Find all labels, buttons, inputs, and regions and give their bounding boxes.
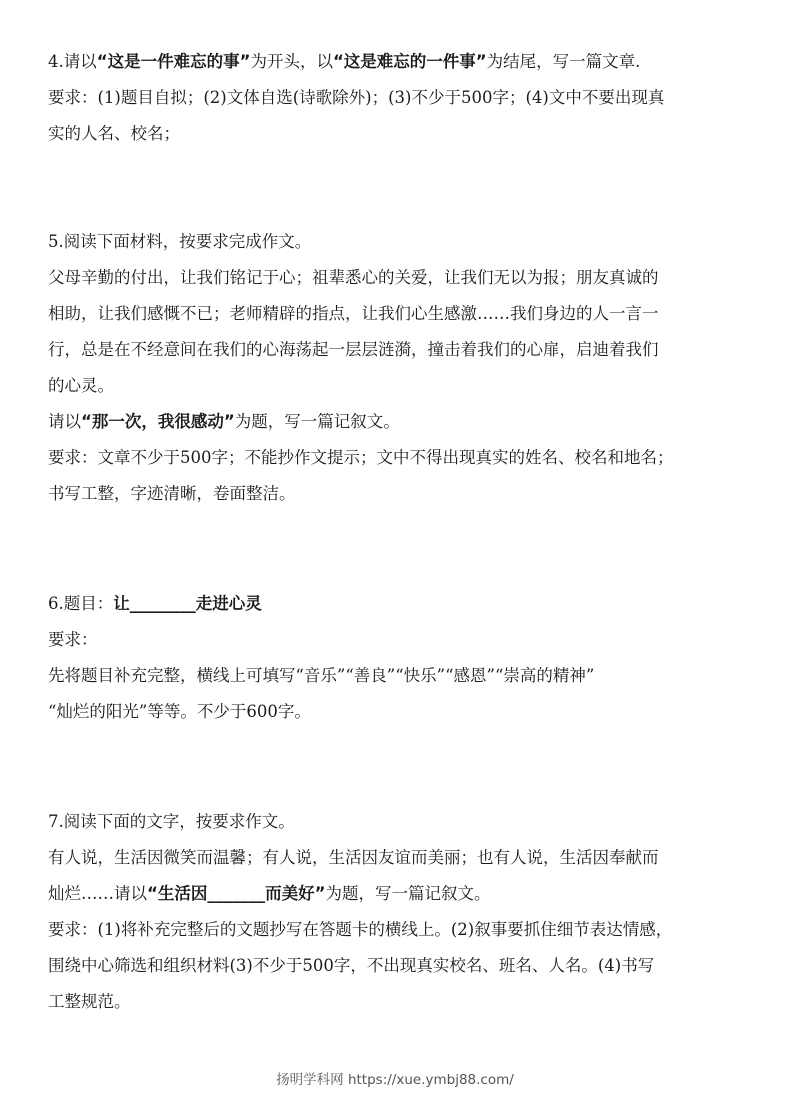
q7-line-2: 有人说，生活因微笑而温馨；有人说，生活因友谊而美丽；也有人说，生活因奉献而 [48, 848, 659, 867]
q6-line-2: 要求： [48, 630, 98, 649]
q5-line-2: 父母辛勤的付出，让我们铭记于心；祖辈悉心的关爱，让我们无以为报；朋友真诚的 [48, 268, 659, 287]
q5-title-phrase: “那一次，我很感动” [81, 412, 235, 431]
q6-prefix: 6.题目： [48, 594, 114, 613]
q4-suffix: 为结尾，写一篇文章. [486, 52, 641, 71]
q6-line-1 [48, 594, 262, 616]
q6-line-4: “灿烂的阳光”等等。不少于600字。 [48, 702, 311, 721]
q7-title-phrase: “生活因_______而美好” [147, 884, 326, 903]
q5-line-4: 行，总是在不经意间在我们的心海荡起一层层涟漪，撞击着我们的心扉，启迪着我们 [48, 340, 659, 359]
q6-line-3: 先将题目补充完整，横线上可填写“音乐”“善良”“快乐”“感恩”“崇高的精神” [48, 666, 595, 685]
q5-line-5: 的心灵。 [48, 376, 114, 395]
q5-line-1: 5.阅读下面材料，按要求完成作文。 [48, 232, 312, 251]
q7-line-4: 要求：(1)将补充完整后的文题抄写在答题卡的横线上。(2)叙事要抓住细节表达情感， [48, 920, 673, 939]
q7-line-5: 围绕中心筛选和组织材料(3)不少于500字，不出现真实校名、班名、人名。(4)书写 [48, 956, 655, 975]
q6-title-phrase: 让________走进心灵 [113, 594, 262, 613]
q7-line-6: 工整规范。 [48, 992, 131, 1011]
q7-line-3 [48, 884, 490, 906]
q4-line-3: 实的人名、校名； [48, 124, 180, 143]
q4-closing-phrase: “这是难忘的一件事” [332, 52, 487, 71]
footer-watermark: 扬明学科网 https://xue.ymbj88.com/ [276, 1072, 514, 1088]
q7-line-1: 7.阅读下面的文字，按要求作文。 [48, 812, 295, 831]
q4-line-2: 要求：(1)题目自拟；(2)文体自选(诗歌除外)；(3)不少于500字；(4)文中不要出现真 [48, 88, 665, 107]
q5-prompt-prefix: 请以 [48, 412, 81, 431]
q5-line-7: 要求：文章不少于500字；不能抄作文提示；文中不得出现真实的姓名、校名和地名； [48, 448, 674, 467]
q4-prefix: 4.请以 [48, 52, 97, 71]
q4-middle: 为开头，以 [250, 52, 333, 71]
q5-line-8: 书写工整，字迹清晰，卷面整洁。 [48, 484, 296, 503]
q5-line-3: 相助，让我们感慨不已；老师精辟的指点，让我们心生感激……我们身边的人一言一 [48, 304, 659, 323]
q7-prompt-prefix: 灿烂……请以 [48, 884, 147, 903]
q4-line-1 [48, 52, 640, 74]
q5-line-6 [48, 412, 400, 434]
q5-prompt-suffix: 为题，写一篇记叙文。 [234, 412, 400, 431]
q7-prompt-suffix: 为题，写一篇记叙文。 [325, 884, 491, 903]
q4-opening-phrase: “这是一件难忘的事” [96, 52, 251, 71]
